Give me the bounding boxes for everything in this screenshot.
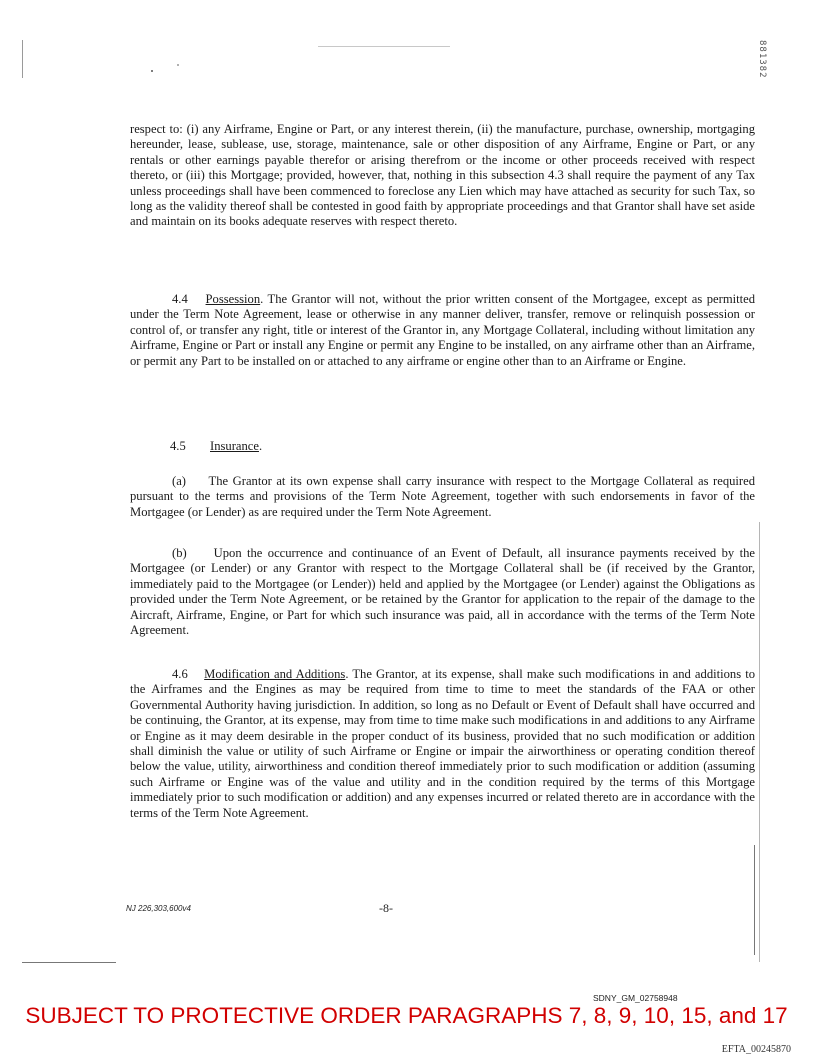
section-4-5-title: Insurance (210, 439, 259, 453)
section-4-5-number: 4.5 (170, 439, 186, 453)
section-4-5-heading (170, 439, 262, 454)
scan-speck-2 (177, 64, 179, 66)
section-4-5-b-text: (b) Upon the occurrence and continuance of an Event of Default, all insurance payments received by the Mortgagee (or Lender) or any Grantor with respect to the Mortgage Collateral shall be (if received by the Grantor, immediately paid to the Mortgagee (or Lender)) held and applied by the Mortgagee (or Lender) against the Obligations as provided under the Term Note Agreement, or be retained by the Grantor for application to the repair of the damage to the Aircraft, Airframe, Engine, or Part for which such insurance was paid, all in accordance with the terms of the Term Note Agreement. (130, 546, 755, 638)
section-4-6-title: Modification and Additions (204, 667, 346, 681)
page-number: -8- (379, 901, 393, 915)
section-4-4-text: . The Grantor will not, without the prior written consent of the Mortgagee, except as permitted under the Term Note Agreement, lease or otherwise in any manner deliver, transfer, remove or relinquish possession or control of, or transfer any right, title or interest of the Grantor in, any Mortgage Collateral, including without limitation any Airframe, Engine or Part or install any Engine or permit any Engine to be installed, on any airframe other than an Airframe, or permit any Part to be installed on or attached to any airframe or engine other than to an Airframe or Engine. (130, 292, 756, 368)
section-4-6-number: 4.6 (172, 667, 188, 681)
bates-number: SDNY_GM_02758948 (593, 993, 678, 1003)
scan-edge-left (22, 40, 23, 78)
section-4-4-title: Possession (205, 292, 261, 306)
section-4-4 (130, 292, 755, 369)
protective-order-banner: SUBJECT TO PROTECTIVE ORDER PARAGRAPHS 7, 8, 9, 10, 15, and 17 (25, 1003, 788, 1028)
section-4-5-period: . (258, 439, 263, 453)
section-4-5-a (130, 474, 755, 520)
section-4-6-text: . The Grantor, at its expense, shall make such modifications in and additions to the Airframes and the Engines as may be required from time to time to meet the standards of the FAA or other Governmental Authority having jurisdiction. In addition, so long as no Default or Event of Default shall have occurred and be continuing, the Grantor, at its expense, may from time to time make such modifications in and additions to any Airframe or Engine as it may deem desirable in the proper conduct of its business, provided that no such modification or addition shall diminish the value or utility of such Airframe or Engine or impair the airworthiness or operating condition thereof below the value, utility, airworthiness and condition thereof immediately prior to such modification or addition (assuming such Airframe or Engine was of the value and utility and in the condition required by the terms of this Mortgage immediately prior to such modification or addition) and any expenses incurred or related thereto are in accordance with the terms of the Term Note Agreement. (130, 667, 756, 820)
document-id: NJ 226,303,600v4 (126, 904, 191, 913)
scan-edge-top (318, 46, 450, 47)
intro-paragraph (130, 122, 755, 230)
section-4-4-number: 4.4 (172, 292, 188, 306)
section-4-5-b (130, 546, 755, 638)
scan-edge-bottom (22, 962, 116, 963)
margin-stamp: 881382 (757, 40, 767, 79)
scan-edge-right-inner (754, 845, 755, 955)
section-4-5-a-text: (a) The Grantor at its own expense shall carry insurance with respect to the Mortgage Collateral as required pursuant to the terms and provisions of the Term Note Agreement, together with such endorsements in favor of the Mortgagee (or Lender) as are required under the Term Note Agreement. (130, 474, 755, 519)
section-4-6 (130, 667, 755, 821)
scan-edge-right (759, 522, 760, 962)
intro-text: respect to: (i) any Airframe, Engine or Part, or any interest therein, (ii) the manufacture, purchase, ownership, mortgaging hereunder, lease, sublease, use, storage, maintenance, sale or other disposition of any Airframe, Engine or Part, or any rentals or other earnings payable therefor or arising therefrom or the income or other proceeds received with respect thereto, or (iii) this Mortgage; provided, however, that, nothing in this subsection 4.3 shall require the payment of any Tax unless proceedings shall have been commenced to foreclose any Lien which may have attached as security for such Tax, so long as the validity thereof shall be contested in good faith by appropriate proceedings and that Grantor shall have set aside and maintain on its books adequate reserves with respect thereto. (130, 122, 755, 229)
efta-number: EFTA_00245870 (721, 1044, 791, 1055)
scan-speck (151, 70, 153, 72)
